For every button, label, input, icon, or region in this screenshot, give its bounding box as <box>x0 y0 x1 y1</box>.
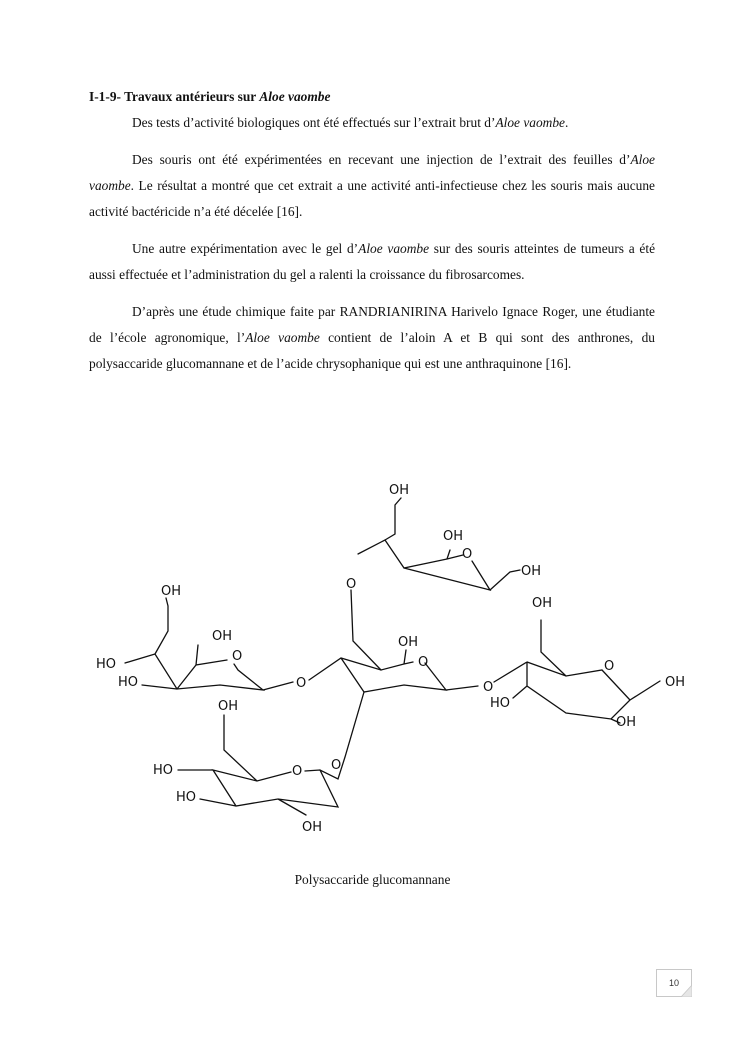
species-name: Aloe vaombe <box>495 115 565 130</box>
label-ho: HO <box>153 763 174 778</box>
species-name: Aloe vaombe <box>358 241 430 256</box>
section-heading-species: Aloe vaombe <box>259 89 331 104</box>
label-ring-oxygen: O <box>462 547 473 562</box>
label-ring-oxygen: O <box>604 659 615 674</box>
body-text <box>89 86 655 388</box>
central-ring-bonds <box>309 650 478 692</box>
label-oh: OH <box>398 635 419 650</box>
paragraph-1: Des tests d’activité biologiques ont été effectués sur l’extrait brut d’Aloe vaombe. <box>132 115 569 130</box>
label-oh: OH <box>218 699 239 714</box>
paragraph-2: Des souris ont été expérimentées en recevant une injection de l’extrait des feuilles d’Aloe vaombe. Le résultat a montré que cet extrait a une activité anti-infectieuse chez les souris mais aucune activité bactéricide n’a été décelée [16]. <box>89 152 655 219</box>
left-ring-bonds <box>125 598 293 690</box>
structure-labels <box>96 483 685 835</box>
label-bridge-oxygen: O <box>483 680 494 695</box>
label-ring-oxygen: O <box>292 764 303 779</box>
label-oh: OH <box>161 584 182 599</box>
lower-ring-bonds <box>178 692 364 815</box>
paragraph-3: Une autre expérimentation avec le gel d’Aloe vaombe sur des souris atteintes de tumeurs a été aussi effectuée et l’administration du gel a ralenti la croissance du fibrosarcomes. <box>89 241 656 282</box>
paragraph-4: D’après une étude chimique faite par RANDRIANIRINA Harivelo Ignace Roger, une étudiante de l’école agronomique, l’Aloe vaombe contient de l’aloin A et B qui sont des anthrones, du polysaccaride glucomannane et de l’acide chrysophanique qui est une anthraquinone [16]. <box>89 304 655 371</box>
label-oh: OH <box>302 820 323 835</box>
label-oh: OH <box>443 529 464 544</box>
glycosidic-bond-top <box>351 590 381 670</box>
label-oh: OH <box>389 483 410 498</box>
glucomannan-structure <box>0 470 745 850</box>
section-heading-prefix: I-1-9- Travaux antérieurs sur <box>89 89 260 104</box>
right-ring-bonds <box>494 620 660 723</box>
section-heading <box>89 86 655 108</box>
label-bridge-oxygen: O <box>331 758 342 773</box>
label-ho: HO <box>490 696 511 711</box>
label-bridge-oxygen: O <box>296 676 307 691</box>
species-name: Aloe vaombe <box>89 152 655 193</box>
label-oh: OH <box>532 596 553 611</box>
label-oh: OH <box>212 629 233 644</box>
label-ho: HO <box>118 675 139 690</box>
page-number: 10 <box>656 969 692 997</box>
figure-caption: Polysaccaride glucomannane <box>294 872 451 887</box>
label-oh: OH <box>665 675 686 690</box>
label-oh: OH <box>616 715 637 730</box>
label-bridge-oxygen: O <box>346 577 357 592</box>
label-oh: OH <box>521 564 542 579</box>
label-ho: HO <box>176 790 197 805</box>
page-curl-icon <box>681 985 692 997</box>
label-ring-oxygen: O <box>418 655 429 670</box>
species-name: Aloe vaombe <box>245 330 320 345</box>
label-ring-oxygen: O <box>232 649 243 664</box>
top-ring-bonds <box>358 498 520 590</box>
label-ho: HO <box>96 657 117 672</box>
